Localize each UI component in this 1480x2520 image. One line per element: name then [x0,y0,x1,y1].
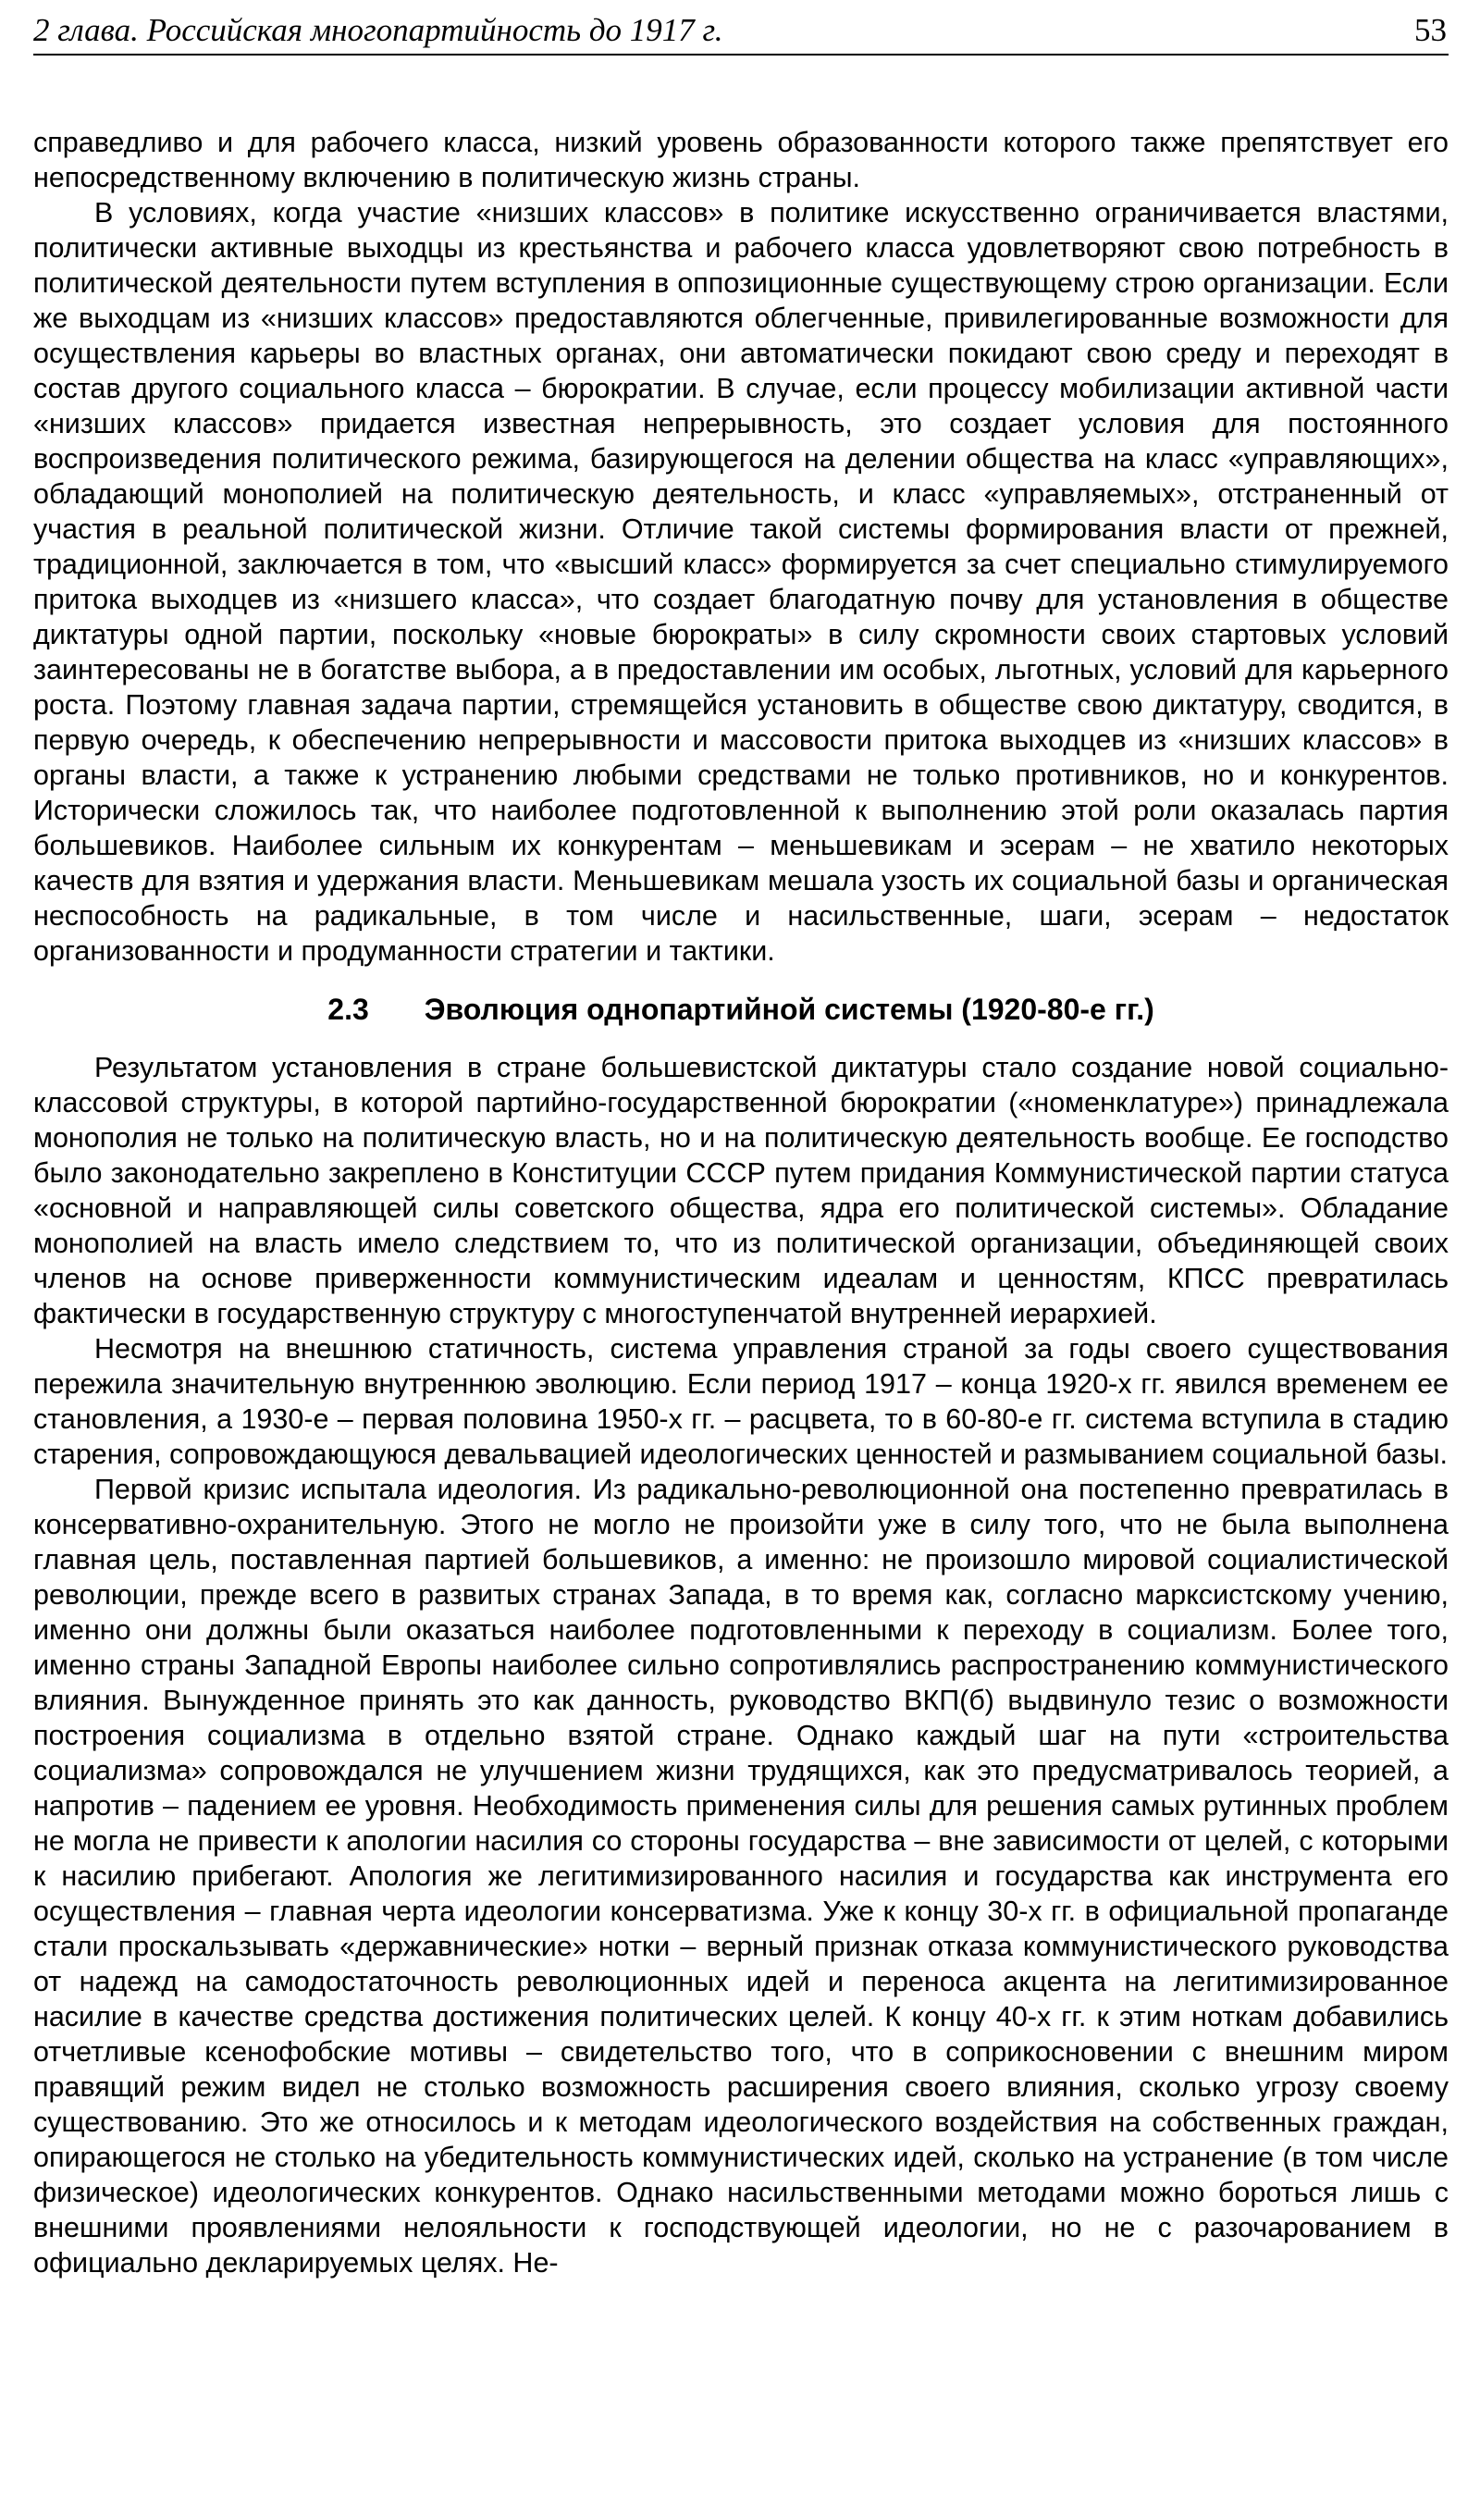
paragraph: В условиях, когда участие «низших классов» в политике искусственно ограничивается властями, политически активные выходцы из крестьянства и рабочего класса удовлетворяют свою потребность в политической деятельности путем вступления в оппозиционные существующему строю организации. Если же выходцам из «низших классов» предоставляются облегченные, привилегированные возможности для осуществления карьеры во властных органах, они автоматически покидают свою среду и переходят в состав другого социального класса – бюрократии. В случае, если процессу мобилизации активной части «низших классов» придается известная непрерывность, это создает условия для постоянного воспроизведения политического режима, базирующегося на делении общества на класс «управляющих», обладающий монополией на политическую деятельность, и класс «управляемых», отстраненный от участия в реальной политической жизни. Отличие такой системы формирования власти от прежней, традиционной, заключается в том, что «высший класс» формируется за счет специально стимулируемого притока выходцев из «низшего класса», что создает благодатную почву для установления в обществе диктатуры одной партии, поскольку «новые бюрократы» в силу скромности своих стартовых условий заинтересованы не в богатстве выбора, а в предоставлении им особых, льготных, условий для карьерного роста. Поэтому главная задача партии, стремящейся установить в обществе свою диктатуру, сводится, в первую очередь, к обеспечению непрерывности и массовости притока выходцев из «низших классов» в органы власти, а также к устранению любыми средствами не только противников, но и конкурентов. Исторически сложилось так, что наиболее подготовленной к выполнению этой роли оказалась партия большевиков. Наиболее сильным их конкурентам – меньшевикам и эсерам – не хватило некоторых качеств для взятия и удержания власти. Меньшевикам мешала узость их социальной базы и органическая неспособность на радикальные, в том числе и насильственные, шаги, эсерам – недостаток организованности и продуманности стратегии и тактики. [33,197,1449,967]
paragraph-continuation: справедливо и для рабочего класса, низкий уровень образованности которого также препятствует его непосредственному включению в политическую жизнь страны. [33,127,1449,193]
paragraph: Первой кризис испытала идеология. Из радикально-революционной она постепенно превратилась в консервативно-охранительную. Этого не могло не произойти уже в силу того, что не была выполнена главная цель, поставленная партией большевиков, а именно: не произошло мировой социалистической революции, прежде всего в развитых странах Запада, в то время как, согласно марксистскому учению, именно они должны были оказаться наиболее подготовленными к переходу в социализм. Более того, именно страны Западной Европы наиболее сильно сопротивлялись распространению коммунистического влияния. Вынужденное принять это как данность, руководство ВКП(б) выдвинуло тезис о возможности построения социализма в отдельно взятой стране. Однако каждый шаг на пути «строительства социализма» сопровождался не улучшением жизни трудящихся, как это предусматривалось теорией, а напротив – падением ее уровня. Необходимость применения силы для решения самых рутинных проблем не могла не привести к апологии насилия со стороны государства – вне зависимости от целей, с которыми к насилию прибегают. Апология же легитимизированного насилия и государства как инструмента его осуществления – главная черта идеологии консерватизма. Уже к концу 30-х гг. в официальной пропаганде стали проскальзывать «державнические» нотки – верный признак отказа коммунистического руководства от надежд на самодостаточность революционных идей и переноса акцента на легитимизированное насилие в качестве средства достижения политических целей. К концу 40-х гг. к этим ноткам добавились отчетливые ксенофобские мотивы – свидетельство того, что в соприкосновении с внешним миром правящий режим видел не столько возможность расширения своего влияния, сколько угрозу своему существованию. Это же относилось и к методам идеологического воздействия на собственных граждан, опирающегося не столько на убедительность коммунистических идей, сколько на устранение (в том числе физическое) идеологических конкурентов. Однако насильственными методами можно бороться лишь с внешними проявлениями нелояльности к господствующей идеологии, но не с разочарованием в официально декларируемых целях. Не- [33,1474,1449,2279]
section-heading [33,989,1449,1030]
section-title: Эволюция однопартийной системы (1920-80-е гг.) [424,993,1154,1026]
running-head [33,7,1449,56]
page-body [33,125,1449,2280]
paragraph: Несмотря на внешнюю статичность, система управления страной за годы своего существования пережила значительную внутреннюю эволюцию. Если период 1917 – конца 1920-х гг. явился временем ее становления, а 1930-е – первая половина 1950-х гг. – расцвета, то в 60-80-е гг. система вступила в стадию старения, сопровождающуюся девальвацией идеологических ценностей и размыванием социальной базы. [33,1333,1449,1470]
section-number: 2.3 [327,993,369,1026]
chapter-running-title: 2 глава. Российская многопартийность до 1917 г. [33,12,723,48]
page-number: 53 [1414,12,1447,48]
paragraph: Результатом установления в стране большевистской диктатуры стало создание новой социально-классовой структуры, в которой партийно-государственной бюрократии («номенклатуре») принадлежала монополия не только на политическую власть, но и на политическую деятельность вообще. Ее господство было законодательно закреплено в Конституции СССР путем придания Коммунистической партии статуса «основной и направляющей силы советского общества, ядра его политической системы». Обладание монополией на власть имело следствием то, что из политической организации, объединяющей своих членов на основе приверженности коммунистическим идеалам и ценностям, КПСС превратилась фактически в государственную структуру с многоступенчатой внутренней иерархией. [33,1052,1449,1329]
